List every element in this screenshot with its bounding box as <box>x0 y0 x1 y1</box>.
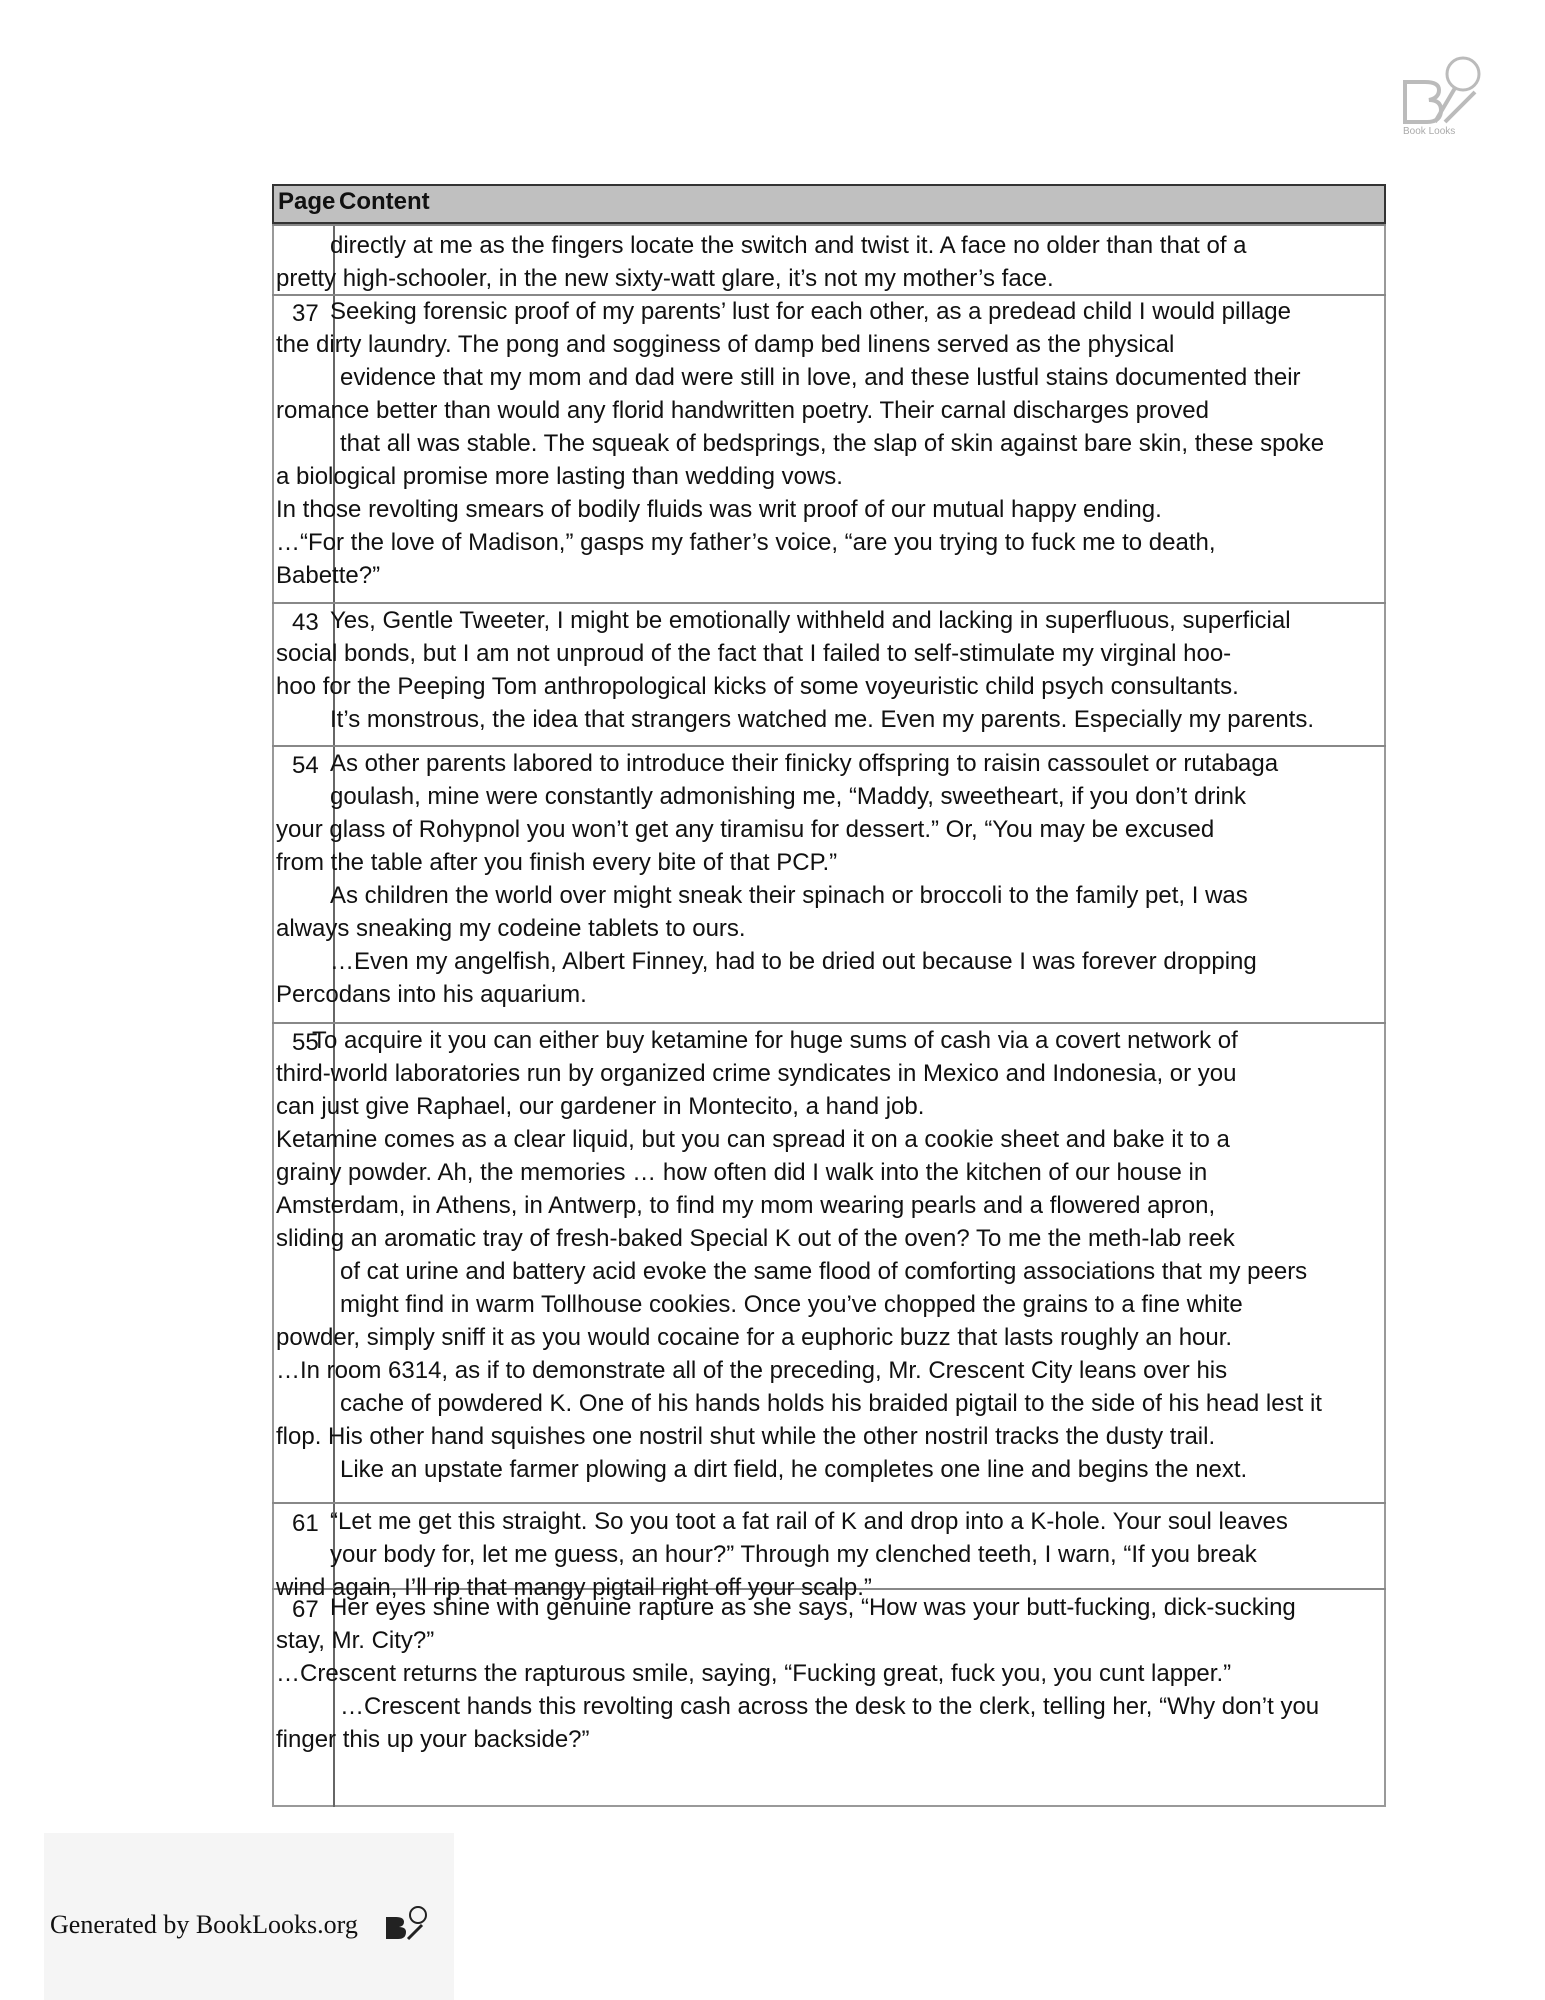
content-line: directly at me as the fingers locate the switch and twist it. A face no older than that of a <box>330 232 1247 259</box>
row-separator <box>272 602 1386 604</box>
content-line: always sneaking my codeine tablets to ours. <box>276 915 746 942</box>
content-line: Yes, Gentle Tweeter, I might be emotionally withheld and lacking in superfluous, superficial <box>330 607 1291 634</box>
content-line: a biological promise more lasting than wedding vows. <box>276 463 843 490</box>
row-separator <box>272 294 1386 296</box>
content-line: As children the world over might sneak their spinach or broccoli to the family pet, I was <box>330 882 1248 909</box>
row-separator <box>272 1022 1386 1024</box>
content-line: It’s monstrous, the idea that strangers watched me. Even my parents. Especially my parents. <box>330 706 1315 733</box>
content-line: …Crescent returns the rapturous smile, saying, “Fucking great, fuck you, you cunt lapper.” <box>276 1660 1232 1687</box>
page-number: 37 <box>292 300 319 327</box>
content-line: Babette?” <box>276 562 381 589</box>
content-line: Like an upstate farmer plowing a dirt field, he completes one line and begins the next. <box>340 1456 1248 1483</box>
content-line: hoo for the Peeping Tom anthropological kicks of some voyeuristic child psych consultants. <box>276 673 1239 700</box>
content-line: …Crescent hands this revolting cash across the desk to the clerk, telling her, “Why don’t you <box>340 1693 1320 1720</box>
content-line: Percodans into his aquarium. <box>276 981 587 1008</box>
content-line: stay, Mr. City?” <box>276 1627 435 1654</box>
page-number: 54 <box>292 752 319 779</box>
content-line: flop. His other hand squishes one nostril shut while the other nostril tracks the dusty trail. <box>276 1423 1216 1450</box>
content-line: powder, simply sniff it as you would cocaine for a euphoric buzz that lasts roughly an hour. <box>276 1324 1233 1351</box>
content-line: “Let me get this straight. So you toot a fat rail of K and drop into a K-hole. Your soul leaves <box>330 1508 1288 1535</box>
content-line: that all was stable. The squeak of bedsprings, the slap of skin against bare skin, these spoke <box>340 430 1325 457</box>
content-line: the dirty laundry. The pong and sogginess of damp bed linens served as the physical <box>276 331 1175 358</box>
header-content: Content <box>339 188 430 215</box>
content-line: romance better than would any florid handwritten poetry. Their carnal discharges proved <box>276 397 1209 424</box>
content-line: Amsterdam, in Athens, in Antwerp, to find my mom wearing pearls and a flowered apron, <box>276 1192 1216 1219</box>
content-line: might find in warm Tollhouse cookies. Once you’ve chopped the grains to a fine white <box>340 1291 1243 1318</box>
content-table <box>272 184 1386 1807</box>
content-line: from the table after you finish every bite of that PCP.” <box>276 849 838 876</box>
footer-logo <box>382 1905 430 1945</box>
content-line: your body for, let me guess, an hour?” Through my clenched teeth, I warn, “If you break <box>330 1541 1257 1568</box>
content-line: goulash, mine were constantly admonishing me, “Maddy, sweetheart, if you don’t drink <box>330 783 1247 810</box>
content-line: …In room 6314, as if to demonstrate all of the preceding, Mr. Crescent City leans over his <box>276 1357 1228 1384</box>
content-line: In those revolting smears of bodily fluids was writ proof of our mutual happy ending. <box>276 496 1162 523</box>
content-line: Ketamine comes as a clear liquid, but you can spread it on a cookie sheet and bake it to a <box>276 1126 1230 1153</box>
content-line: As other parents labored to introduce their finicky offspring to raisin cassoulet or rutabaga <box>330 750 1279 777</box>
table-header <box>272 184 1386 224</box>
row-separator <box>272 1502 1386 1504</box>
content-line: evidence that my mom and dad were still in love, and these lustful stains documented their <box>340 364 1301 391</box>
page-number: 61 <box>292 1510 319 1537</box>
content-line: To acquire it you can either buy ketamine for huge sums of cash via a covert network of <box>312 1027 1238 1054</box>
content-line: Seeking forensic proof of my parents’ lust for each other, as a predead child I would pillage <box>330 298 1291 325</box>
content-line: of cat urine and battery acid evoke the same flood of comforting associations that my peers <box>340 1258 1308 1285</box>
booklooks-logo-icon <box>1395 52 1490 132</box>
content-line: wind again, I’ll rip that mangy pigtail right off your scalp.” <box>276 1574 872 1601</box>
content-line: …Even my angelfish, Albert Finney, had to be dried out because I was forever dropping <box>330 948 1257 975</box>
footer-logo-icon <box>382 1905 430 1945</box>
content-line: finger this up your backside?” <box>276 1726 590 1753</box>
row-separator <box>272 224 1386 226</box>
header-page: Page <box>278 188 336 215</box>
row-separator <box>272 745 1386 747</box>
content-line: sliding an aromatic tray of fresh-baked Special K out of the oven? To me the meth-lab reek <box>276 1225 1235 1252</box>
page-number: 43 <box>292 609 319 636</box>
content-line: …“For the love of Madison,” gasps my father’s voice, “are you trying to fuck me to death, <box>276 529 1216 556</box>
content-line: can just give Raphael, our gardener in Montecito, a hand job. <box>276 1093 925 1120</box>
page-number: 55 <box>292 1029 319 1056</box>
content-line: grainy powder. Ah, the memories … how often did I walk into the kitchen of our house in <box>276 1159 1208 1186</box>
content-line: cache of powdered K. One of his hands holds his braided pigtail to the side of his head lest it <box>340 1390 1322 1417</box>
footer-text: Generated by BookLooks.org <box>50 1910 358 1939</box>
content-line: third-world laboratories run by organized crime syndicates in Mexico and Indonesia, or you <box>276 1060 1237 1087</box>
logo-caption: Book Looks <box>1403 126 1456 137</box>
booklooks-logo <box>1395 52 1490 142</box>
page-number: 67 <box>292 1596 319 1623</box>
content-line: Her eyes shine with genuine rapture as she says, “How was your butt-fucking, dick-sucking <box>330 1594 1296 1621</box>
content-line: social bonds, but I am not unproud of the fact that I failed to self-stimulate my virginal hoo- <box>276 640 1232 667</box>
content-line: your glass of Rohypnol you won’t get any tiramisu for dessert.” Or, “You may be excused <box>276 816 1215 843</box>
content-line: pretty high-schooler, in the new sixty-watt glare, it’s not my mother’s face. <box>276 265 1054 292</box>
